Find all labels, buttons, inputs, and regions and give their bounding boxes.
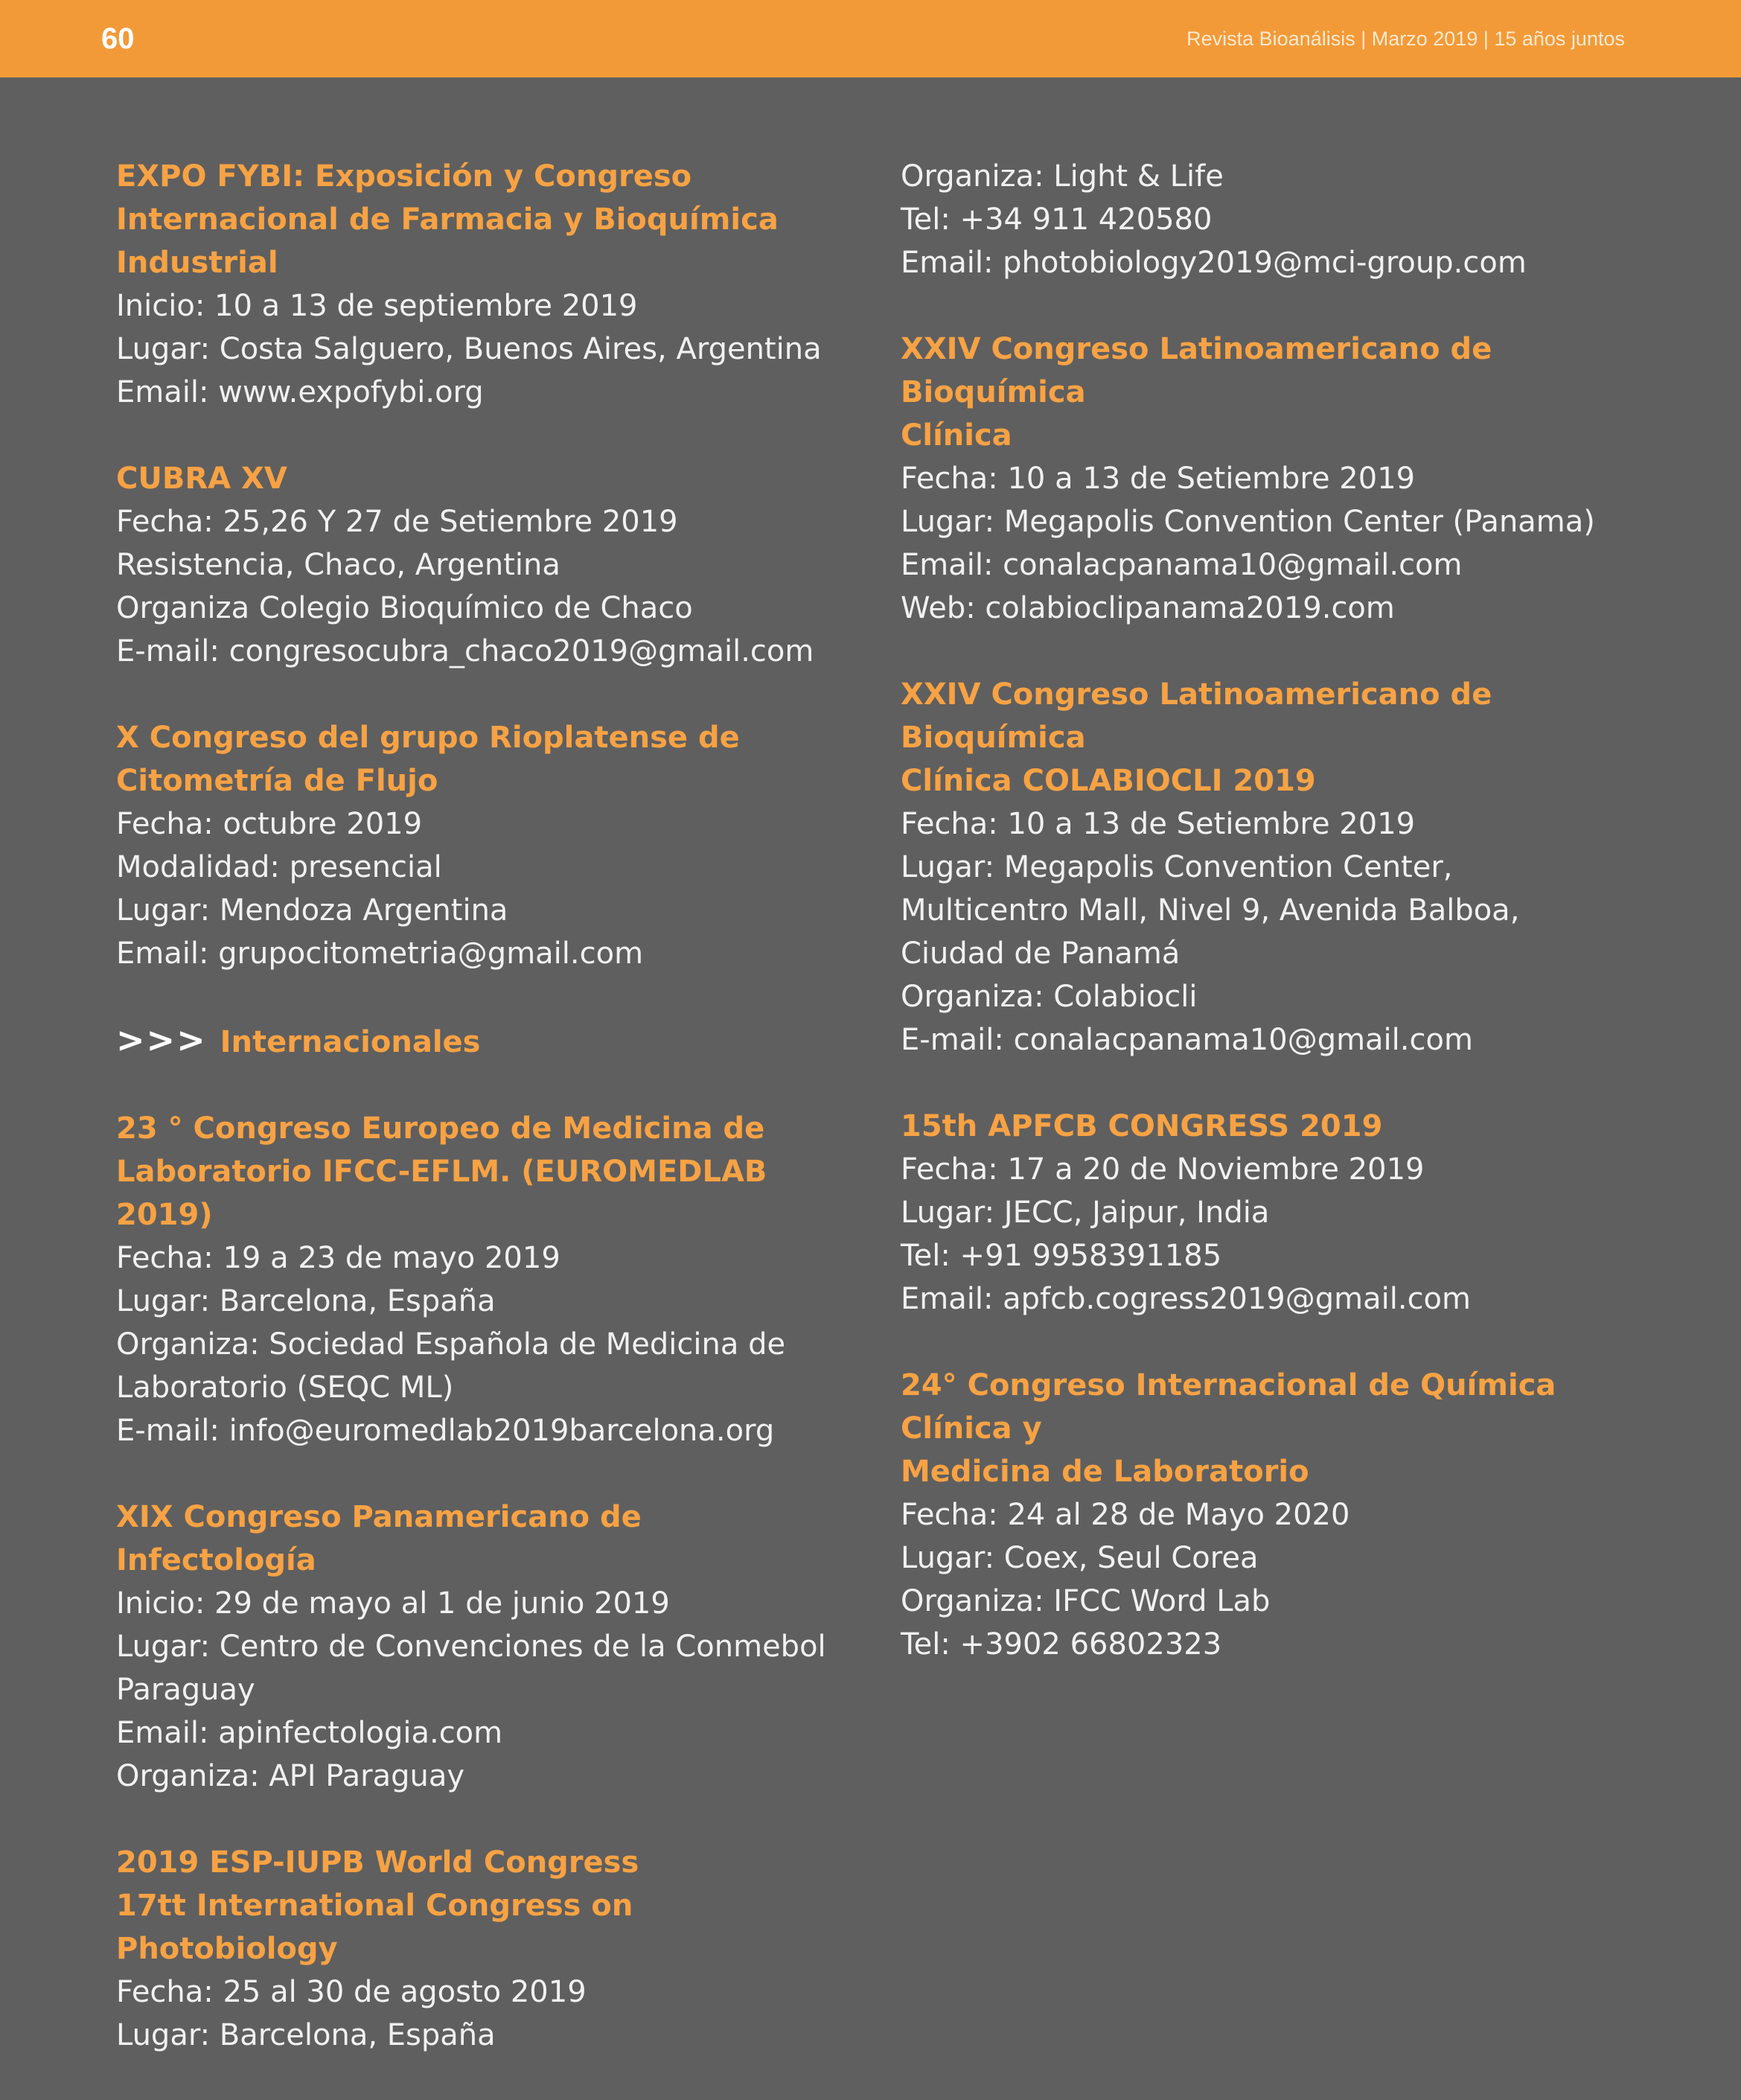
event-detail: Organiza: IFCC Word Lab [901, 1584, 1271, 1618]
event-title: XIX Congreso Panamericano de Infectología [116, 1500, 642, 1577]
event-detail: Fecha: octubre 2019 [116, 807, 423, 841]
event-entry [116, 716, 831, 975]
event-title: CUBRA XV [116, 462, 287, 496]
event-detail: E-mail: info@euromedlab2019barcelona.org [116, 1414, 775, 1448]
event-entry [116, 457, 831, 673]
event-detail: Multicentro Mall, Nivel 9, Avenida Balboa, [901, 893, 1520, 928]
national-events [116, 155, 831, 975]
event-detail: Paraguay [116, 1673, 255, 1707]
event-title: XXIV Congreso Latinoamericano de Bioquímica Clínica COLABIOCLI 2019 [901, 677, 1492, 798]
event-detail: Web: colabioclipanama2019.com [901, 591, 1395, 625]
event-detail: Resistencia, Chaco, Argentina [116, 548, 560, 582]
event-title: 24° Congreso Internacional de Química Clínica y Medicina de Laboratorio [901, 1368, 1556, 1489]
event-detail: Lugar: Coex, Seul Corea [901, 1541, 1259, 1575]
event-detail: Lugar: Barcelona, España [116, 1284, 496, 1318]
event-detail: Ciudad de Panamá [901, 936, 1181, 971]
event-detail: Tel: +3902 66802323 [901, 1627, 1222, 1662]
event-detail: Email: apinfectologia.com [116, 1716, 503, 1750]
event-title: 15th APFCB CONGRESS 2019 [901, 1109, 1383, 1143]
event-detail: Organiza Colegio Bioquímico de Chaco [116, 591, 693, 625]
event-title: EXPO FYBI: Exposición y Congreso Internacional de Farmacia y Bioquímica Industrial [116, 159, 779, 280]
event-detail: Lugar: Megapolis Convention Center (Panama) [901, 505, 1595, 539]
event-title: 23 ° Congreso Europeo de Medicina de Laboratorio IFCC-EFLM. (EUROMEDLAB 2019) [116, 1111, 767, 1232]
event-detail: Lugar: Barcelona, España [116, 2018, 496, 2052]
event-entry [901, 1105, 1645, 1321]
event-detail: Organiza: Sociedad Española de Medicina de [116, 1327, 786, 1362]
event-detail: Tel: +34 911 420580 [901, 202, 1213, 237]
arrows-icon: >>> [116, 1020, 207, 1060]
event-detail: Fecha: 10 a 13 de Setiembre 2019 [901, 807, 1416, 841]
event-title: 2019 ESP-IUPB World Congress 17tt International Congress on Photobiology [116, 1845, 639, 1966]
event-detail: Organiza: API Paraguay [116, 1759, 465, 1793]
event-detail: Inicio: 10 a 13 de septiembre 2019 [116, 289, 638, 323]
event-entry [116, 1107, 831, 1452]
event-detail: Email: photobiology2019@mci-group.com [901, 246, 1527, 280]
event-detail: Fecha: 25,26 Y 27 de Setiembre 2019 [116, 505, 678, 539]
page-number: 60 [101, 22, 135, 55]
event-detail: Lugar: Mendoza Argentina [116, 893, 508, 928]
event-detail: Modalidad: presencial [116, 850, 442, 884]
event-detail: Tel: +91 9958391185 [901, 1239, 1222, 1273]
right-events [901, 155, 1645, 1666]
event-entry [901, 1364, 1645, 1666]
event-detail: Fecha: 25 al 30 de agosto 2019 [116, 1975, 587, 2009]
event-detail: Email: conalacpanama10@gmail.com [901, 548, 1463, 582]
section-label: Internacionales [220, 1025, 481, 1059]
event-entry [116, 155, 831, 414]
event-detail: Lugar: Megapolis Convention Center, [901, 850, 1453, 884]
event-entry [116, 1841, 831, 2057]
event-detail: Lugar: JECC, Jaipur, India [901, 1196, 1270, 1230]
event-detail: Fecha: 17 a 20 de Noviembre 2019 [901, 1152, 1425, 1187]
event-detail: Organiza: Colabiocli [901, 980, 1198, 1014]
event-detail: Organiza: Light & Life [901, 159, 1224, 194]
event-detail: E-mail: conalacpanama10@gmail.com [901, 1023, 1473, 1057]
section-heading-internacionales [116, 1018, 831, 1064]
right-column [901, 155, 1645, 1709]
event-entry [901, 673, 1645, 1062]
event-detail: Fecha: 24 al 28 de Mayo 2020 [901, 1498, 1350, 1532]
event-detail: Email: grupocitometria@gmail.com [116, 936, 644, 971]
event-entry [901, 328, 1645, 630]
page-header [0, 0, 1741, 77]
event-detail: Email: www.expofybi.org [116, 375, 484, 409]
event-entry [116, 1496, 831, 1798]
left-column [116, 155, 831, 2100]
event-entry [901, 155, 1645, 284]
event-detail: Email: apfcb.cogress2019@gmail.com [901, 1282, 1471, 1316]
event-detail: Inicio: 29 de mayo al 1 de junio 2019 [116, 1586, 670, 1621]
event-detail: Fecha: 19 a 23 de mayo 2019 [116, 1241, 560, 1275]
event-detail: Laboratorio (SEQC ML) [116, 1370, 454, 1405]
publication-info: Revista Bioanálisis | Marzo 2019 | 15 años juntos [1186, 28, 1625, 50]
event-detail: E-mail: congresocubra_chaco2019@gmail.com [116, 634, 814, 668]
event-detail: Lugar: Centro de Convenciones de la Conmebol [116, 1630, 826, 1664]
event-title: X Congreso del grupo Rioplatense de Citometría de Flujo [116, 721, 740, 798]
event-title: XXIV Congreso Latinoamericano de Bioquímica Clínica [901, 332, 1492, 453]
event-detail: Fecha: 10 a 13 de Setiembre 2019 [901, 462, 1416, 496]
event-detail: Lugar: Costa Salguero, Buenos Aires, Argentina [116, 332, 822, 366]
international-events [116, 1107, 831, 2057]
